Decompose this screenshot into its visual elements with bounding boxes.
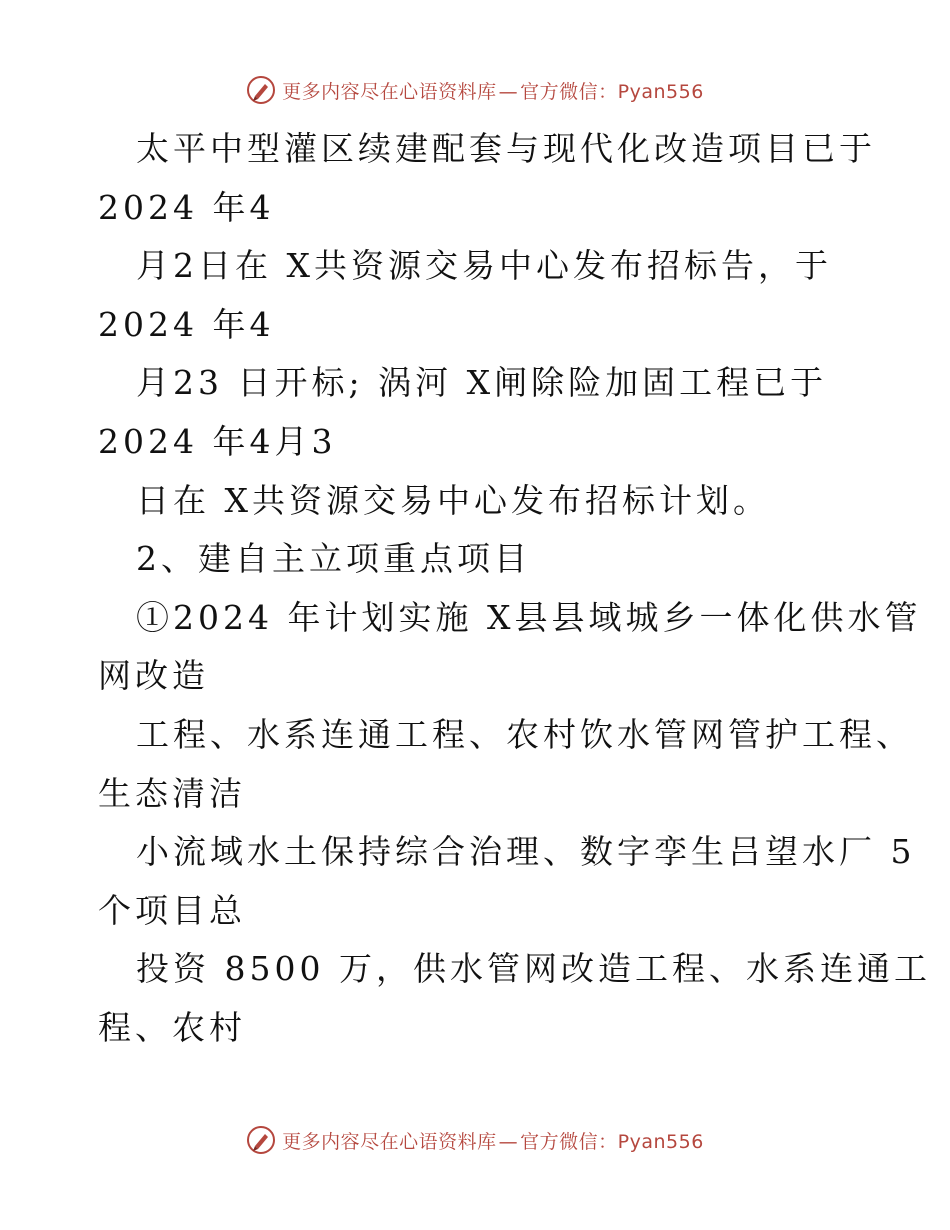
text-line: 网改造 <box>98 656 209 696</box>
banner-wechat: 官方微信：Pyan556 <box>520 1130 704 1153</box>
banner-text <box>282 1127 704 1154</box>
banner-separator: — <box>498 80 519 103</box>
text-line: 投资 8500 万，供水管网改造工程、水系连通工 <box>136 949 931 989</box>
pen-logo-icon <box>246 1125 276 1155</box>
footer-watermark-banner <box>0 1120 950 1160</box>
text-line: 生态清洁 <box>98 773 246 813</box>
text-line: 程、农村 <box>98 1007 246 1047</box>
text-line: 月23 日开标; 涡河 X闸除险加固工程已于 <box>136 363 828 403</box>
text-line: 月2日在 X共资源交易中心发布招标告，于 <box>136 246 832 286</box>
text-line: 工程、水系连通工程、农村饮水管网管护工程、 <box>136 714 913 754</box>
text-line: 2024 年4 <box>98 187 275 227</box>
banner-title: 更多内容尽在心语资料库 <box>282 80 497 103</box>
text-line: 2024 年4月3 <box>98 421 337 461</box>
text-line: 2、建自主立项重点项目 <box>136 539 531 579</box>
text-line: 太平中型灌区续建配套与现代化改造项目已于 <box>136 129 876 168</box>
banner-separator: — <box>498 1130 519 1153</box>
text-line: 2024 年4 <box>98 304 275 344</box>
text-line: 小流域水土保持综合治理、数字孪生吕望水厂 5 <box>136 832 916 872</box>
text-line: 日在 X共资源交易中心发布招标计划。 <box>136 480 770 520</box>
text-line: 个项目总 <box>98 890 246 930</box>
document-body <box>98 120 931 1058</box>
banner-wechat: 官方微信：Pyan556 <box>520 80 704 103</box>
text-line: ①2024 年计划实施 X县县域城乡一体化供水管 <box>136 597 922 637</box>
banner-text <box>282 77 704 104</box>
banner-title: 更多内容尽在心语资料库 <box>282 1130 497 1153</box>
header-watermark-banner <box>0 70 950 110</box>
pen-logo-icon <box>246 75 276 105</box>
